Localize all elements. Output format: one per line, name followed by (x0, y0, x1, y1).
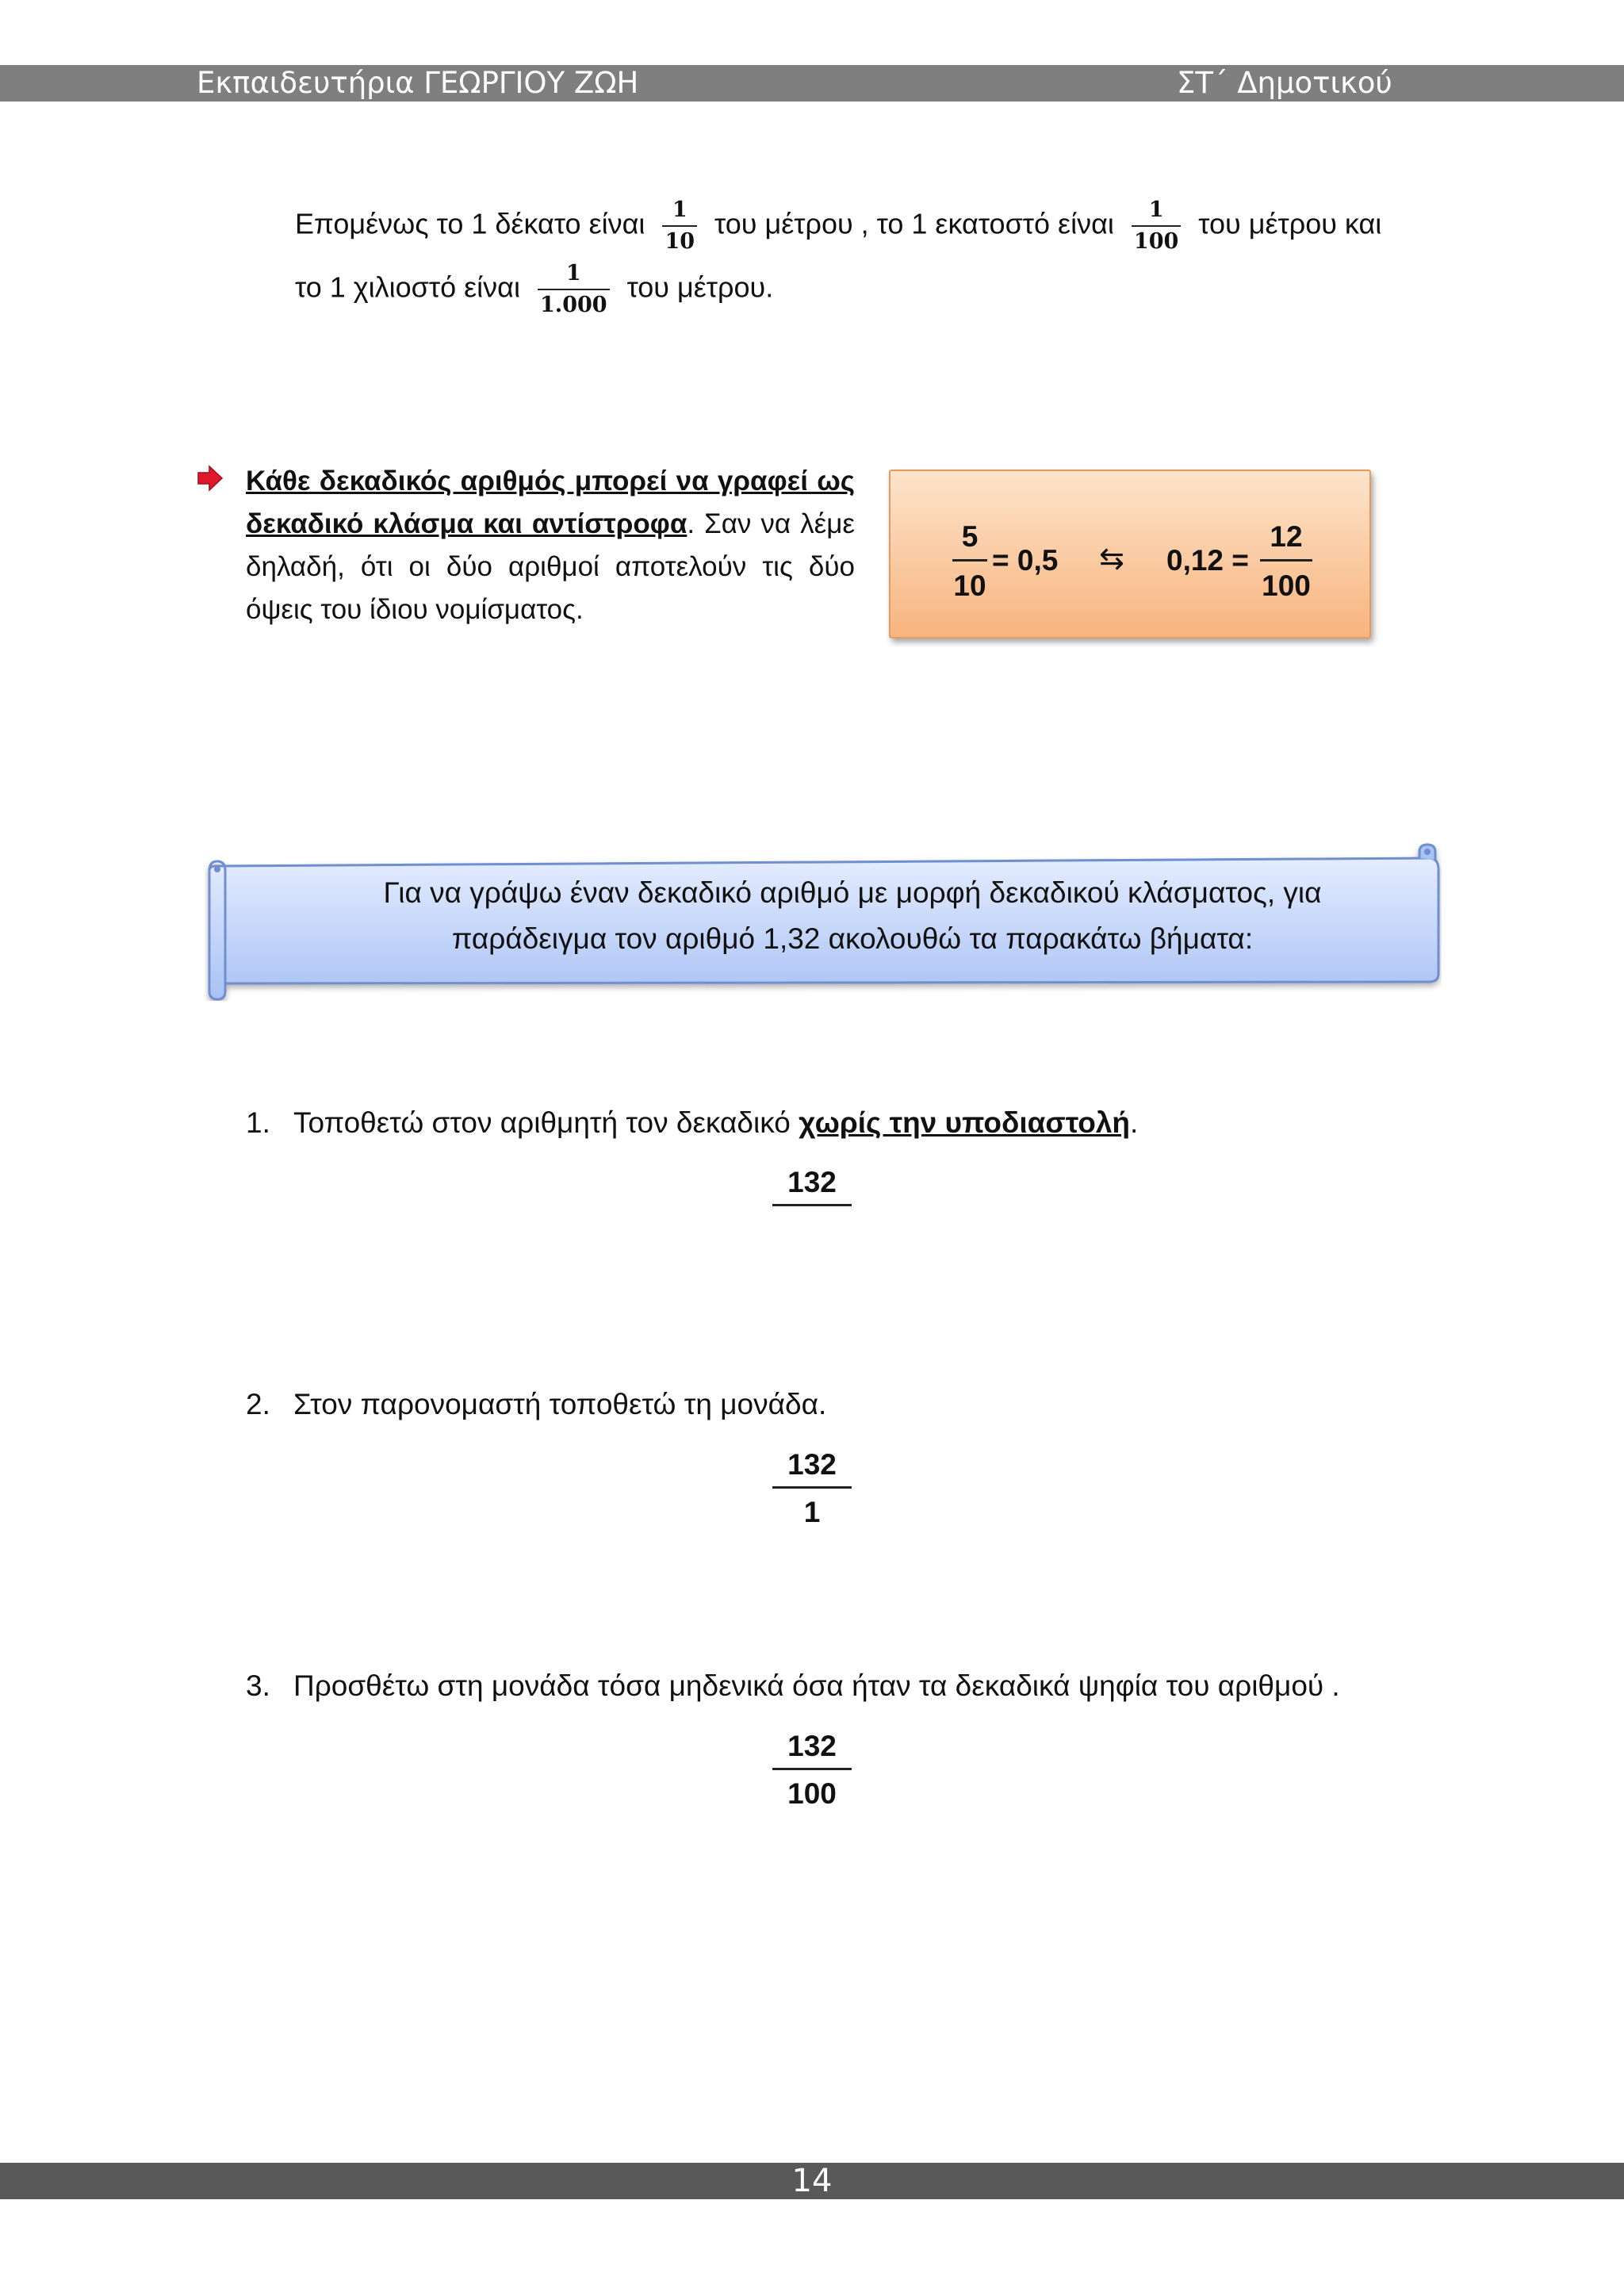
step-emphasis: χωρίς την υποδιαστολή (799, 1106, 1131, 1139)
step-text: Τοποθετώ στον αριθμητή τον δεκαδικό (293, 1106, 799, 1139)
fraction-denominator: 1.000 (540, 292, 607, 317)
step-2-fraction (772, 1450, 852, 1527)
scroll-line-2: παράδειγμα τον αριθμό 1,32 ακολουθώ τα παρακάτω βήματα: (451, 922, 1254, 955)
step-text-end: . (1130, 1106, 1139, 1139)
step-1-fraction (772, 1167, 852, 1206)
step-text: Προσθέτω στη μονάδα τόσα μηδενικά όσα ήταν τα δεκαδικά ψηφία του αριθμού . (293, 1669, 1340, 1702)
zero-twelve-equals: 0,12 = (1166, 544, 1249, 577)
fraction-denominator: 100 (1133, 228, 1179, 254)
intro-text: του μέτρου. (626, 270, 774, 304)
fraction-numerator: 132 (772, 1167, 852, 1206)
fraction-numerator: 1 (1132, 197, 1181, 227)
header-bar (0, 65, 1624, 102)
intro-text: του μέτρου , το 1 εκατοστό είναι (714, 207, 1114, 240)
fraction-numerator: 5 (952, 522, 987, 562)
intro-text: του μέτρου και (1198, 207, 1382, 240)
intro-text: το 1 χιλιοστό είναι (295, 270, 520, 304)
step-3-fraction (772, 1731, 852, 1808)
intro-line-2 (295, 260, 773, 319)
note-rest: . Σαν να λέμε δηλαδή, ότι οι δύο αριθμοί αποτελούν τις δύο όψεις του ίδιου νομίσματος. (246, 508, 856, 625)
step-number: 2. (246, 1388, 270, 1420)
fraction-twelve-hundredths (1260, 522, 1312, 600)
fraction-one-tenth (662, 197, 697, 255)
fraction-numerator: 132 (772, 1731, 852, 1770)
step-2 (246, 1388, 826, 1421)
fraction-denominator: 1 (803, 1496, 821, 1528)
fraction-denominator: 10 (953, 569, 986, 602)
formula-box (889, 470, 1371, 638)
note-emphasis: Κάθε δεκαδικός αριθμός μπορεί να γραφεί ως δεκαδικό κλάσμα και αντίστροφα (246, 466, 855, 539)
fraction-one-hundredth (1132, 197, 1181, 255)
intro-text: Επομένως το 1 δέκατο είναι (295, 207, 645, 240)
equals-zero-five: = 0,5 (992, 544, 1059, 577)
scroll-line-1: Για να γράψω έναν δεκαδικό αριθμό με μορφή δεκαδικού κλάσματος, για (383, 876, 1322, 909)
intro-line-1 (295, 197, 1381, 255)
fraction-denominator: 100 (1262, 569, 1311, 602)
fraction-five-tenths (952, 522, 987, 600)
step-1 (246, 1106, 1138, 1140)
page-number: 14 (791, 2163, 833, 2199)
footer-bar (0, 2163, 1624, 2199)
arrow-right-icon (197, 465, 224, 492)
fraction-denominator: 10 (665, 228, 695, 254)
fraction-numerator: 1 (662, 197, 697, 227)
fraction-numerator: 12 (1260, 522, 1312, 562)
grade-label: ΣΤ΄ Δημοτικού (1177, 66, 1392, 100)
school-name: Εκπαιδευτήρια ΓΕΩΡΓΙΟΥ ΖΩΗ (197, 66, 639, 100)
scroll-banner-text (270, 870, 1435, 962)
step-number: 1. (246, 1106, 270, 1139)
fraction-denominator: 100 (787, 1777, 837, 1810)
decimal-fraction-note (246, 460, 855, 631)
step-number: 3. (246, 1669, 270, 1702)
bidirectional-arrow-icon: ⇆ (1099, 542, 1124, 576)
step-3 (246, 1669, 1340, 1703)
fraction-one-thousandth (538, 260, 610, 319)
step-text: Στον παρονομαστή τοποθετώ τη μονάδα. (293, 1388, 827, 1420)
fraction-numerator: 132 (772, 1450, 852, 1489)
fraction-numerator: 1 (538, 260, 610, 290)
